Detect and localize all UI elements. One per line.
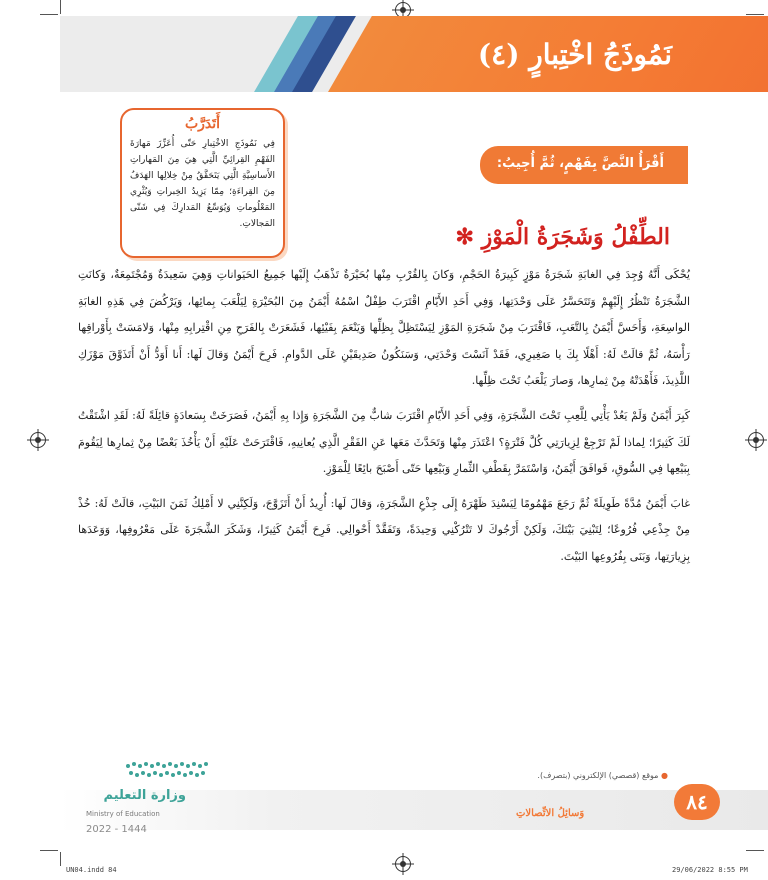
ministry-logo [86, 758, 216, 838]
registration-mark-right [748, 432, 764, 448]
crop-mark [60, 852, 61, 866]
crop-mark [746, 14, 764, 15]
crop-mark [40, 850, 58, 851]
registration-mark-left [30, 432, 46, 448]
registration-mark-bottom [395, 856, 411, 872]
crop-mark [40, 14, 58, 15]
chapter-name: وَسائِلُ الاتِّصالاتِ [516, 808, 585, 819]
page-title: نَمُوذَجُ اخْتِبارٍ (٤) [477, 38, 672, 71]
crop-mark [60, 0, 61, 14]
story-paragraph: غابَ أَيْمَنُ مُدَّةً طَوِيلَةً ثُمَّ رَجَعَ مَهْمُومًا لِيَسْنِدَ ظَهْرَهُ إِلَى جِذْعِ الشَّجَرَةِ، وَقالَ لَها: أُرِيدُ أَنْ أَتَزَوَّجَ، وَلَكِنَّنِي لا أَمْلِكُ ثَمَنَ البَيْتِ، قالَتْ لَهُ: خُذْ مِنْ جِذْعِي فُرُوعًا؛ لِتَبْنِيَ بَيْتَكَ، وَلَكِنْ أَرْجُوكَ لا تَتْرُكْنِي وَحِيدَةً، وَتَفَقَّدْ أَحْوالِي. فَرِحَ أَيْمَنُ كَثِيرًا، وَشَكَرَ الشَّجَرَةَ عَلَى مَعْرُوفِها، وَوَعَدَها بِزِيارَتِها، وَبَنَى بِفُرُوعِها البَيْتَ. [78, 496, 690, 563]
slug-file: UN04.indd 84 [66, 866, 117, 874]
story-paragraph: يُحْكَى أَنَّهُ وُجِدَ فِي الغابَةِ شَجَرَةُ مَوْزٍ كَبِيرَةُ الحَجْمِ، وَكانَ بِالقُرْبِ مِنْها بُحَيْرَةٌ تَذْهَبُ إِلَيْها جَمِيعُ الحَيَواناتِ وَهِيَ سَعِيدَةٌ وَمُجْتَمِعَةٌ، وَكانَتِ الشَّجَرَةُ تَنْظُرُ إِلَيْهِمْ وَتَتَحَسَّرُ عَلَى وَحْدَتِها، وَفِي أَحَدِ الأَيّامِ اقْتَرَبَ طِفْلٌ اسْمُهُ أَيْمَنُ مِنَ البُحَيْرَةِ لِيَلْعَبَ بِمائِها، وَيَرْكُضَ فِي هَذِهِ الغابَةِ الواسِعَةِ، وَأَحَسَّ أَيْمَنُ بِالتَّعَبِ، فَاقْتَرَبَ مِنْ شَجَرَةِ المَوْزِ لِيَسْتَظِلَّ بِظِلِّها وَيَنْعَمَ بِفَيْئِها، فَشَعَرَتْ بِالفَرَحِ مِنِ اقْتِرابِهِ مِنْها، وَلامَسَتْ بِأَوْراقِها رَأْسَهُ، ثُمَّ قالَتْ لَهُ: أَهْلًا بِكَ يا صَغِيرِي، فَقَدْ آنَسْتَ وَحْدَتِي، وَسَنَكُونُ صَدِيقَيْنِ عَلَى الدَّوامِ. فَرِحَ أَيْمَنُ وَقالَ لَها: أَنا أَوَدُّ أَنْ أَتَذَوَّقَ مَوْزَكِ اللَّذِيذَ، فَأَهْدَتْهُ مِنْ ثِمارِها، وَصارَ يَلْعَبُ تَحْتَ ظِلِّها. [78, 268, 690, 388]
page-number: ٨٤ [674, 784, 720, 820]
tip-text: فِي نَمُوذَجِ الاخْتِبارِ حَتّى أُعَزِّزَ مَهارَةَ الفَهْمِ القِرائِيِّ الَّتِي هِيَ مِنَ المَهاراتِ الأَساسِيَّةِ الَّتِي يَتَحَقَّقُ مِنْ خِلالِها الهَدَفُ مِنَ القِراءَةِ؛ مِمّا يَزِيدُ الخِبراتِ وَيُثْرِي المَعْلُوماتِ وَيُوَسِّعُ المَدارِكَ فِي شَتّى المَجالاتِ. [130, 139, 275, 229]
ministry-name-english: Ministry of Education [86, 810, 160, 818]
footnote-bullet: ● [661, 771, 668, 780]
source-footnote [518, 771, 668, 780]
ministry-logo-icon [124, 758, 210, 782]
ministry-name-arabic: وزارة التعليم [103, 788, 186, 803]
slug-date: 29/06/2022 8:55 PM [672, 866, 748, 874]
tip-box [120, 108, 285, 258]
story-title: الطِّفْلُ وَشَجَرَةُ الْمَوْزِ ✻ [455, 224, 670, 250]
header-banner [60, 16, 768, 92]
instruction-label: أَقْرَأُ النَّصَّ بِفَهْمٍ، ثُمَّ أُجِيبُ: [480, 146, 680, 184]
story-text [78, 262, 690, 571]
crop-mark [746, 850, 764, 851]
tip-heading: أَتَدَرَّبُ [184, 116, 221, 132]
story-paragraph: كَبِرَ أَيْمَنُ وَلَمْ يَعُدْ يَأْتِي لِلَّعِبِ تَحْتَ الشَّجَرَةِ، وَفِي أَحَدِ الأَيّامِ اقْتَرَبَ شابٌّ مِنَ الشَّجَرَةِ وَإِذا بِهِ أَيْمَنُ، فَصَرَخَتْ بِسَعادَةٍ قائِلَةً لَهُ: لَقَدِ اشْتَقْتُ لَكَ كَثِيرًا؛ لِماذا لَمْ تَرْجِعْ لِزِيارَتِي كُلَّ فَتْرَةٍ؟ اعْتَذَرَ مِنْها وَتَحَدَّثَ مَعَها عَنِ الفَقْرِ الَّذِي يُعانِيهِ، فَاقْتَرَحَتْ عَلَيْهِ أَنْ يَأْخُذَ بَعْضًا مِنْ ثِمارِها لِيَقُومَ بِبَيْعِها فِي السُّوقِ، فَوافَقَ أَيْمَنُ، وَاسْتَمَرَّ بِقَطْفِ الثِّمارِ وَبَيْعِها حَتّى أَصْبَحَ بائِعًا لِلْمَوْزِ. [78, 408, 690, 476]
footnote-text: موقع (قصصي) الإلكتروني (بتصرف). [537, 771, 659, 780]
edition-year: 2022 - 1444 [86, 824, 147, 835]
